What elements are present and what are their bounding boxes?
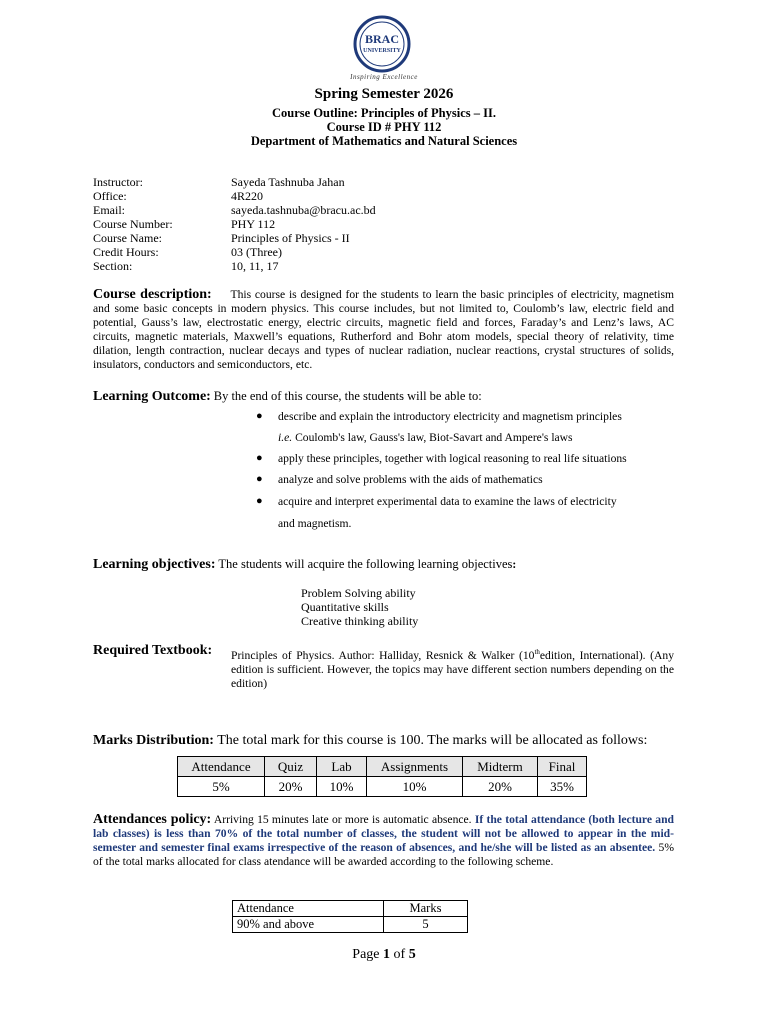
- info-row: [93, 189, 376, 203]
- checkbox-icon: [256, 600, 301, 614]
- learning-objectives-heading: Learning objectives:: [93, 557, 216, 572]
- list-item: [256, 614, 418, 628]
- logo-line2: UNIVERSITY: [363, 48, 401, 54]
- learning-objectives: [93, 557, 674, 572]
- table-cell: 20%: [265, 777, 317, 797]
- info-value: 4R220: [231, 189, 264, 203]
- course-description: [93, 288, 674, 372]
- attendance-policy-warning: If the total attendance (both lecture and lab classes) is less than 70% of the total number of classes, the student will not be allowed to appear in the mid-semester and semester final exams irrespective of the reason of absences, and he/she will be listed as an absentee.: [93, 813, 674, 854]
- textbook-sup: th: [534, 648, 540, 656]
- bullet-icon: ●: [256, 495, 263, 507]
- learning-outcome-list: [256, 410, 696, 538]
- list-item-text: analyze and solve problems with the aids of mathematics: [278, 473, 543, 486]
- university-logo: [352, 14, 412, 74]
- course-info: [93, 175, 376, 273]
- page-mid: of: [390, 947, 409, 962]
- course-outline-title: Course Outline: Principles of Physics – II.: [272, 106, 496, 120]
- required-textbook-text: [231, 645, 674, 691]
- table-cell: 10%: [317, 777, 367, 797]
- marks-table: [177, 756, 587, 797]
- learning-outcome-lead: By the end of this course, the students will be able to:: [213, 389, 482, 403]
- attendance-policy-heading: Attendances policy:: [93, 812, 212, 827]
- info-row: [93, 217, 376, 231]
- logo-line1: BRAC: [364, 32, 400, 46]
- lead-colon: :: [512, 558, 517, 571]
- table-cell: 20%: [463, 777, 538, 797]
- table-header-cell: Marks: [384, 901, 468, 917]
- marks-distribution-lead: The total mark for this course is 100. The marks will be allocated as follows:: [217, 733, 648, 748]
- list-item-text: Coulomb's law, Gauss's law, Biot-Savart and Ampere's laws: [292, 431, 573, 444]
- table-cell: 5%: [178, 777, 265, 797]
- logo-tagline: Inspiring Excellence: [350, 73, 418, 81]
- info-value: sayeda.tashnuba@bracu.ac.bd: [231, 203, 376, 217]
- attendance-policy: [93, 813, 674, 869]
- bullet-icon: ●: [256, 410, 263, 422]
- marks-distribution: [93, 733, 647, 749]
- table-header-row: [178, 757, 587, 777]
- list-item: [256, 600, 418, 614]
- info-label: Course Number:: [93, 217, 173, 231]
- learning-objectives-list: [256, 586, 418, 628]
- list-item: [256, 586, 418, 600]
- info-row: [93, 203, 376, 217]
- info-label: Instructor:: [93, 175, 143, 189]
- table-row: [233, 917, 468, 933]
- course-description-text: This course is designed for the students to learn the basic principles of electricity, magnetism and some basic concepts in modern physics. This course includes, but not limited to, Coulomb’s law, electric field and potential, Gauss’s law, electrostatic energy, electric circuits, magnetic field and forces, Faraday’s and Lenz’s laws, AC circuits, magnetic materials, Maxwell’s equations, Rutherford and Bohr atom models, special theory of relativity, time dilation, length contraction, nuclear decays and types of nuclear radiation, nuclear reactions, crystal structures of solids, insulators, conductors and semiconductors, etc.: [93, 288, 674, 371]
- info-value: 10, 11, 17: [231, 259, 279, 273]
- textbook-text-a: Principles of Physics. Author: Halliday, Resnick & Walker (10: [231, 648, 535, 662]
- checkbox-icon: [256, 586, 301, 600]
- table-cell: 35%: [538, 777, 587, 797]
- table-header-row: [233, 901, 468, 917]
- info-row: [93, 175, 376, 189]
- marks-distribution-heading: Marks Distribution:: [93, 733, 214, 748]
- table-row: [178, 777, 587, 797]
- table-header-cell: Attendance: [233, 901, 384, 917]
- attendance-policy-scheme: 5% of the total marks allocated for class atendance will be awarded according to the following scheme.: [93, 841, 674, 868]
- list-item-text: and magnetism.: [278, 517, 352, 530]
- list-item: [256, 452, 696, 473]
- semester-title: Spring Semester 2026: [314, 86, 454, 102]
- info-row: [93, 245, 376, 259]
- bullet-icon: ●: [256, 473, 263, 485]
- info-value: PHY 112: [231, 217, 276, 231]
- table-header-cell: Lab: [317, 757, 367, 777]
- list-item: [256, 495, 696, 517]
- learning-outcome-heading: Learning Outcome:: [93, 389, 211, 404]
- list-item-continuation: [256, 517, 696, 538]
- total-pages: 5: [408, 947, 416, 962]
- info-value: Sayeda Tashnuba Jahan: [231, 175, 345, 189]
- course-description-heading: Course description:: [93, 287, 212, 302]
- list-item-text: acquire and interpret experimental data to examine the laws of electricity: [278, 495, 617, 508]
- department-name: Department of Mathematics and Natural Sciences: [250, 134, 518, 148]
- list-item: [256, 410, 696, 431]
- page-number: [0, 947, 768, 963]
- table-cell: 10%: [367, 777, 463, 797]
- ie-abbrev: i.e.: [278, 431, 293, 444]
- course-id: Course ID # PHY 112: [326, 120, 442, 134]
- current-page: 1: [383, 947, 391, 962]
- table-cell: 90% and above: [233, 917, 384, 933]
- info-label: Course Name:: [93, 231, 162, 245]
- list-item-text: apply these principles, together with logical reasoning to real life situations: [278, 452, 627, 465]
- table-header-cell: Midterm: [463, 757, 538, 777]
- table-header-cell: Assignments: [367, 757, 463, 777]
- table-cell: 5: [384, 917, 468, 933]
- info-label: Email:: [93, 203, 125, 217]
- info-value: 03 (Three): [231, 245, 282, 259]
- learning-outcome: [93, 389, 674, 404]
- table-header-cell: Attendance: [178, 757, 265, 777]
- required-textbook-heading: Required Textbook:: [93, 643, 213, 658]
- bullet-icon: ●: [256, 452, 263, 464]
- table-header-cell: Final: [538, 757, 587, 777]
- learning-objectives-lead: The students will acquire the following learning objectives: [218, 557, 513, 571]
- checkbox-icon: [256, 614, 301, 628]
- table-header-cell: Quiz: [265, 757, 317, 777]
- list-item-text: describe and explain the introductory electricity and magnetism principles: [278, 410, 622, 423]
- info-value: Principles of Physics - II: [231, 231, 350, 245]
- attendance-table: [232, 900, 468, 933]
- attendance-policy-text: Arriving 15 minutes late or more is automatic absence.: [213, 813, 472, 826]
- info-row: [93, 231, 376, 245]
- info-label: Credit Hours:: [93, 245, 159, 259]
- info-label: Office:: [93, 189, 127, 203]
- info-row: [93, 259, 376, 273]
- info-label: Section:: [93, 259, 133, 273]
- list-item-text: Creative thinking ability: [301, 614, 419, 628]
- list-item-text: Quantitative skills: [301, 600, 389, 614]
- page-prefix: Page: [352, 947, 384, 962]
- list-item-continuation: [256, 431, 696, 452]
- textbook-text-b: edition, International). (Any edition is sufficient. However, the topics may have different section numbers depending on the edition): [231, 648, 675, 690]
- list-item: [256, 473, 696, 495]
- list-item-text: Problem Solving ability: [301, 586, 416, 600]
